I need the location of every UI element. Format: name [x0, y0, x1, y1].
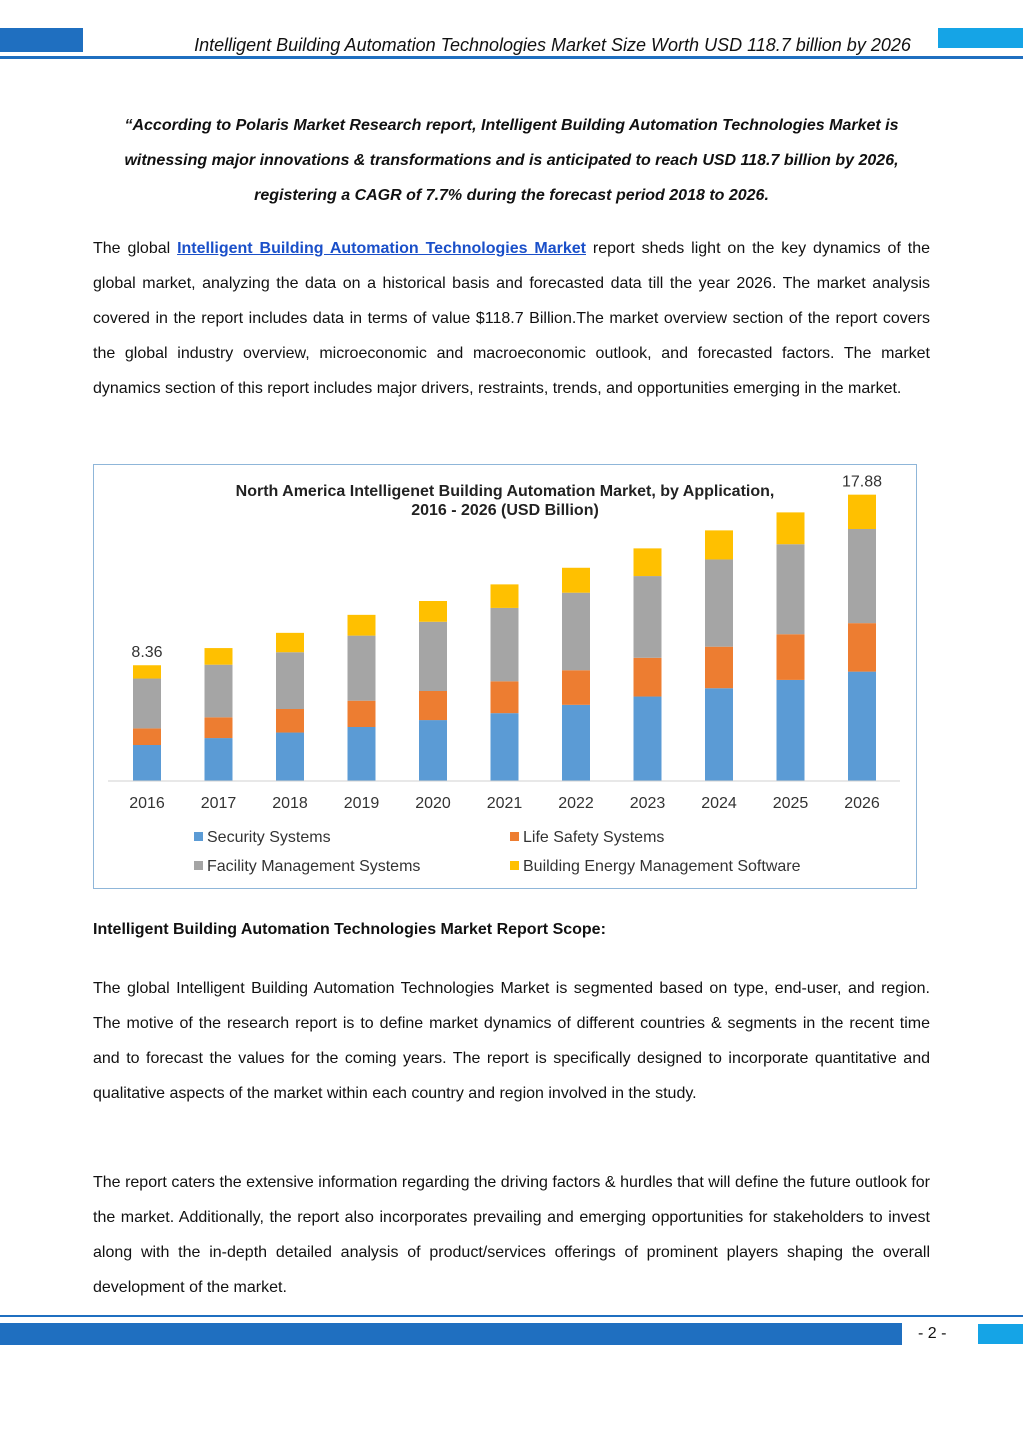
legend-label: Facility Management Systems [207, 858, 421, 875]
bar-2022-series-1 [562, 670, 590, 705]
x-tick-label: 2025 [772, 795, 809, 812]
footer-accent-bar-right [978, 1324, 1023, 1344]
bar-2025-series-0 [777, 680, 805, 781]
bar-2024-series-3 [705, 530, 733, 559]
bar-2017-series-0 [205, 738, 233, 781]
data-label: 17.88 [841, 473, 883, 491]
bar-2016-series-2 [133, 679, 161, 729]
scope-paragraph: The report caters the extensive information regarding the driving factors & hurdles that will define the future outlook for the market. Additionally, the report also incorporates prevailing and emerging opportunities for stakeholders to invest along with the in-depth detailed analysis of product/services offerings of prominent players shaping the overall development of the market. [93, 1174, 930, 1296]
chart-canvas [94, 465, 916, 888]
bar-2021-series-0 [491, 713, 519, 781]
bar-2017-series-3 [205, 648, 233, 665]
bar-2020-series-1 [419, 691, 447, 720]
quote-line: witnessing major innovations & transformations and is anticipated to reach USD 118.7 billion by 2026, [124, 152, 899, 169]
bar-2026-series-0 [848, 672, 876, 781]
data-label: 8.36 [131, 644, 163, 662]
legend-label: Security Systems [207, 829, 331, 846]
page-number: - 2 - [918, 1325, 947, 1342]
bar-2019-series-3 [348, 615, 376, 636]
bar-2024-series-1 [705, 647, 733, 689]
x-tick-label: 2018 [272, 795, 308, 812]
x-tick-label: 2024 [701, 795, 737, 812]
x-tick-label: 2022 [558, 795, 594, 812]
header-title: Intelligent Building Automation Technologies Market Size Worth USD 118.7 billion by 2026 [194, 35, 911, 55]
bar-2023-series-0 [634, 697, 662, 781]
bar-2022-series-3 [562, 568, 590, 593]
bar-2026-series-1 [848, 623, 876, 671]
legend-label: Life Safety Systems [523, 829, 665, 846]
market-chart [93, 464, 917, 889]
highlight-quote [93, 108, 930, 213]
bar-2023-series-1 [634, 658, 662, 697]
bar-2018-series-0 [276, 733, 304, 781]
quote-line: “According to Polaris Market Research report, Intelligent Building Automation Technologies Market is [124, 117, 899, 134]
bar-2018-series-2 [276, 652, 304, 709]
legend-swatch [194, 832, 203, 841]
chart-title: North America Intelligenet Building Automation Market, by Application, [235, 483, 775, 500]
x-tick-label: 2021 [486, 795, 523, 812]
bar-2024-series-2 [705, 559, 733, 646]
x-tick-label: 2020 [415, 795, 451, 812]
legend-label: Building Energy Management Software [523, 858, 801, 875]
bar-2020-series-2 [419, 622, 447, 691]
bar-2026-series-2 [848, 529, 876, 623]
bar-2025-series-2 [777, 544, 805, 634]
bar-2016-series-1 [133, 728, 161, 745]
bar-2019-series-1 [348, 701, 376, 727]
legend-swatch [510, 832, 519, 841]
intro-suffix: report sheds light on the key dynamics of the global market, analyzing the data on a historical basis and forecasted data till the year 2026. The market analysis covered in the report includes data in terms of value $118.7 Billion.The market overview section of the report covers the global industry overview, microeconomic and macroeconomic outlook, and forecasted factors. The market dynamics section of this report includes major drivers, restraints, trends, and opportunities emerging in the market. [93, 240, 931, 397]
x-tick-label: 2017 [200, 795, 237, 812]
bar-2016-series-3 [133, 665, 161, 678]
bar-2021-series-3 [491, 584, 519, 608]
bar-2025-series-3 [777, 512, 805, 544]
bar-2020-series-0 [419, 720, 447, 781]
bar-2019-series-0 [348, 727, 376, 781]
header-rule [0, 56, 1023, 59]
intro-prefix: The global [93, 240, 178, 257]
bar-2023-series-2 [634, 576, 662, 658]
bar-2018-series-3 [276, 633, 304, 652]
bar-2017-series-1 [205, 717, 233, 738]
bar-2022-series-0 [562, 705, 590, 781]
x-tick-label: 2023 [629, 795, 666, 812]
quote-line: registering a CAGR of 7.7% during the forecast period 2018 to 2026. [254, 187, 769, 204]
bar-2024-series-0 [705, 688, 733, 781]
bar-2025-series-1 [777, 634, 805, 680]
chart-subtitle: 2016 - 2026 (USD Billion) [411, 502, 599, 519]
x-tick-label: 2016 [129, 795, 165, 812]
bar-2021-series-2 [491, 608, 519, 681]
bar-2022-series-2 [562, 593, 590, 671]
bar-2023-series-3 [634, 548, 662, 576]
market-report-link[interactable]: Intelligent Building Automation Technologies Market [177, 240, 586, 257]
legend-swatch [194, 861, 203, 870]
x-tick-label: 2026 [844, 795, 880, 812]
footer-rule [0, 1315, 1023, 1317]
bar-2020-series-3 [419, 601, 447, 622]
bar-2021-series-1 [491, 681, 519, 713]
bar-2026-series-3 [848, 495, 876, 529]
header-accent-bar-left [0, 28, 83, 52]
bar-2019-series-2 [348, 636, 376, 701]
bar-2017-series-2 [205, 665, 233, 718]
header-accent-bar-right [938, 28, 1023, 48]
scope-heading: Intelligent Building Automation Technologies Market Report Scope: [93, 921, 606, 938]
intro-paragraph [93, 231, 930, 406]
bar-2016-series-0 [133, 745, 161, 781]
x-tick-label: 2019 [343, 795, 380, 812]
footer-accent-bar [0, 1323, 902, 1345]
legend-swatch [510, 861, 519, 870]
bar-2018-series-1 [276, 709, 304, 733]
scope-paragraph: The global Intelligent Building Automation Technologies Market is segmented based on type, end-user, and region. The motive of the research report is to define market dynamics of different countries & segments in the recent time and to forecast the values for the coming years. The report is specifically designed to incorporate quantitative and qualitative aspects of the market within each country and region involved in the study. [93, 980, 930, 1102]
